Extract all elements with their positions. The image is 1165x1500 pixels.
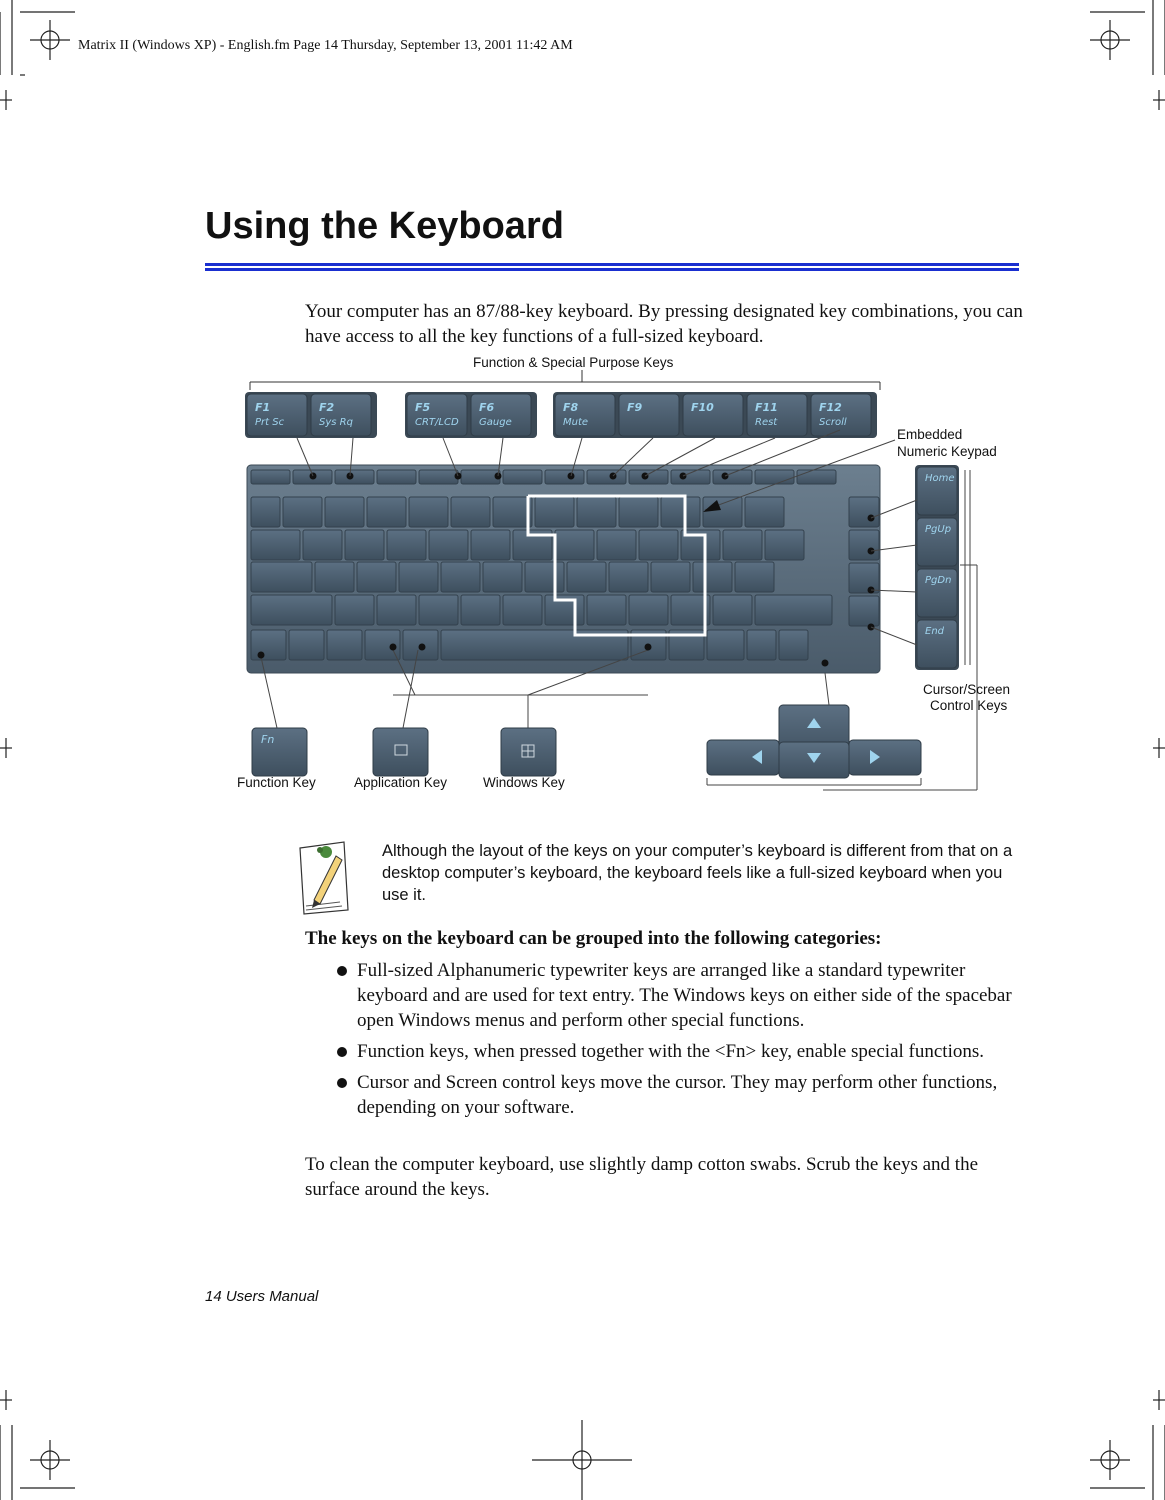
embedded-keypad-label-1: Embedded: [897, 427, 963, 442]
top-key-name: F8: [563, 401, 579, 414]
keyboard-key: [671, 470, 710, 484]
right-key-label: PgDn: [925, 575, 952, 586]
side-key: [849, 497, 879, 527]
top-key-name: F12: [819, 401, 842, 414]
title-rule: [205, 263, 1019, 266]
keyboard-key: [357, 562, 396, 592]
keyboard-key: [707, 630, 744, 660]
side-key: [849, 530, 879, 560]
keyboard-key: [335, 595, 374, 625]
cursor-keys-label-1: Cursor/Screen: [923, 682, 1011, 697]
keyboard-key: [693, 562, 732, 592]
top-key-name: F9: [627, 401, 643, 414]
keyboard-key: [325, 497, 364, 527]
keyboard-key: [765, 530, 804, 560]
keyboard-key: [451, 497, 490, 527]
bullet-text: Full-sized Alphanumeric typewriter keys are arranged like a standard typewriter keyboard and are used for text entry. The Windows keys on either side of the spacebar open Windows menus and perform other special functions.: [357, 960, 1012, 1031]
bullet-text: Cursor and Screen control keys move the cursor. They may perform other functions, depending on your software.: [357, 1072, 998, 1118]
top-key-name: F2: [319, 401, 335, 414]
page-title: Using the Keyboard: [205, 205, 564, 247]
page-footer: 14 Users Manual: [205, 1288, 319, 1305]
keyboard-key: [587, 470, 626, 484]
keyboard-key: [735, 562, 774, 592]
top-key-name: F1: [255, 401, 271, 414]
keyboard-key: [535, 497, 574, 527]
top-key-sub: Mute: [563, 417, 589, 428]
list-item: [305, 958, 1025, 1033]
keyboard-key: [555, 530, 594, 560]
top-key-name: F11: [755, 401, 778, 414]
keyboard-key: [429, 530, 468, 560]
keyboard-key: [493, 497, 532, 527]
right-key-label: End: [925, 626, 945, 637]
application-key-label: Application Key: [354, 775, 448, 790]
title-rule-2: [205, 268, 1019, 271]
categories-heading: The keys on the keyboard can be grouped into the following categories:: [305, 928, 882, 949]
top-key-name: F5: [415, 401, 431, 414]
keyboard-key: [315, 562, 354, 592]
embedded-keypad-label-2: Numeric Keypad: [897, 444, 997, 459]
top-key-name: F10: [691, 401, 714, 414]
keyboard-key: [755, 595, 832, 625]
keyboard-key: [797, 470, 836, 484]
keyboard-key: [251, 470, 290, 484]
keyboard-key: [251, 530, 300, 560]
keyboard-key: [399, 562, 438, 592]
keyboard-key: [577, 497, 616, 527]
list-item: [305, 1070, 1025, 1120]
keyboard-key: [377, 595, 416, 625]
keyboard-key: [461, 595, 500, 625]
keyboard-key: [377, 470, 416, 484]
keyboard-key: [651, 562, 690, 592]
keyboard-key: [471, 530, 510, 560]
top-key-sub: Scroll: [819, 417, 847, 428]
keyboard-key: [251, 630, 286, 660]
keyboard-key: [327, 630, 362, 660]
top-key-sub: Gauge: [479, 417, 512, 428]
keyboard-key: [525, 562, 564, 592]
function-special-keys-label: Function & Special Purpose Keys: [473, 355, 674, 370]
keyboard-key: [461, 470, 500, 484]
keyboard-key: [251, 595, 332, 625]
windows-key-label: Windows Key: [483, 775, 565, 790]
keyboard-key: [639, 530, 678, 560]
intro-paragraph: Your computer has an 87/88-key keyboard. By pressing designated key combinations, you can have access to all the key functions of a full-sized keyboard.: [305, 301, 1023, 347]
keyboard-key: [745, 497, 784, 527]
keyboard-key: [483, 562, 522, 592]
keyboard-key: [619, 497, 658, 527]
keyboard-key: [303, 530, 342, 560]
keyboard-key: [419, 595, 458, 625]
keyboard-key: [629, 595, 668, 625]
keyboard-key: [779, 630, 808, 660]
keyboard-key: [419, 470, 458, 484]
keyboard-key: [629, 470, 668, 484]
keyboard-key: [409, 497, 448, 527]
keyboard-key: [289, 630, 324, 660]
fn-key-label: Fn: [261, 733, 275, 746]
bullet-icon: [337, 1047, 347, 1057]
right-key-label: Home: [925, 473, 955, 484]
keyboard-key: [367, 497, 406, 527]
keyboard-key: [597, 530, 636, 560]
keyboard-key: [441, 562, 480, 592]
keyboard-key: [703, 497, 742, 527]
keyboard-key: [387, 530, 426, 560]
bullet-icon: [337, 1078, 347, 1088]
keyboard-key: [335, 470, 374, 484]
keyboard-key: [567, 562, 606, 592]
keyboard-key: [713, 595, 752, 625]
list-item: [305, 1039, 1025, 1064]
bullet-text: Function keys, when pressed together with the <Fn> key, enable special functions.: [357, 1041, 984, 1062]
keyboard-key: [755, 470, 794, 484]
keyboard-key: [503, 595, 542, 625]
top-key-sub: Sys Rq: [319, 417, 353, 428]
note-pencil-icon: [296, 838, 354, 916]
top-key-sub: CRT/LCD: [415, 417, 459, 428]
note-text: Although the layout of the keys on your computer’s keyboard is different from that on a desktop computer’s keyboard, the keyboard feels like a full-sized keyboard when you use it.: [382, 842, 1013, 904]
keyboard-key: [251, 562, 312, 592]
keyboard-key: [747, 630, 776, 660]
keyboard-key: [661, 497, 700, 527]
closing-paragraph: To clean the computer keyboard, use slightly damp cotton swabs. Scrub the keys and the surface around the keys.: [305, 1154, 979, 1200]
keyboard-figure: [225, 350, 1025, 800]
keyboard-key: [545, 470, 584, 484]
keyboard-key: [609, 562, 648, 592]
top-key-sub: Prt Sc: [255, 417, 285, 428]
keyboard-key: [713, 470, 752, 484]
bullet-icon: [337, 966, 347, 976]
top-key-sub: Rest: [755, 417, 778, 428]
function-key-label: Function Key: [237, 775, 316, 790]
top-key-name: F6: [479, 401, 495, 414]
keyboard-key: [251, 497, 280, 527]
right-key-label: PgUp: [925, 524, 952, 535]
keyboard-key: [723, 530, 762, 560]
side-key: [849, 563, 879, 593]
side-key: [849, 596, 879, 626]
keyboard-key: [345, 530, 384, 560]
categories-list: [305, 958, 1025, 1126]
keyboard-key: [587, 595, 626, 625]
keyboard-key: [283, 497, 322, 527]
cursor-keys-label-2: Control Keys: [930, 698, 1008, 713]
keyboard-key: [503, 470, 542, 484]
fm-header: Matrix II (Windows XP) - English.fm Page 14 Thursday, September 13, 2001 11:42 AM: [78, 38, 573, 53]
